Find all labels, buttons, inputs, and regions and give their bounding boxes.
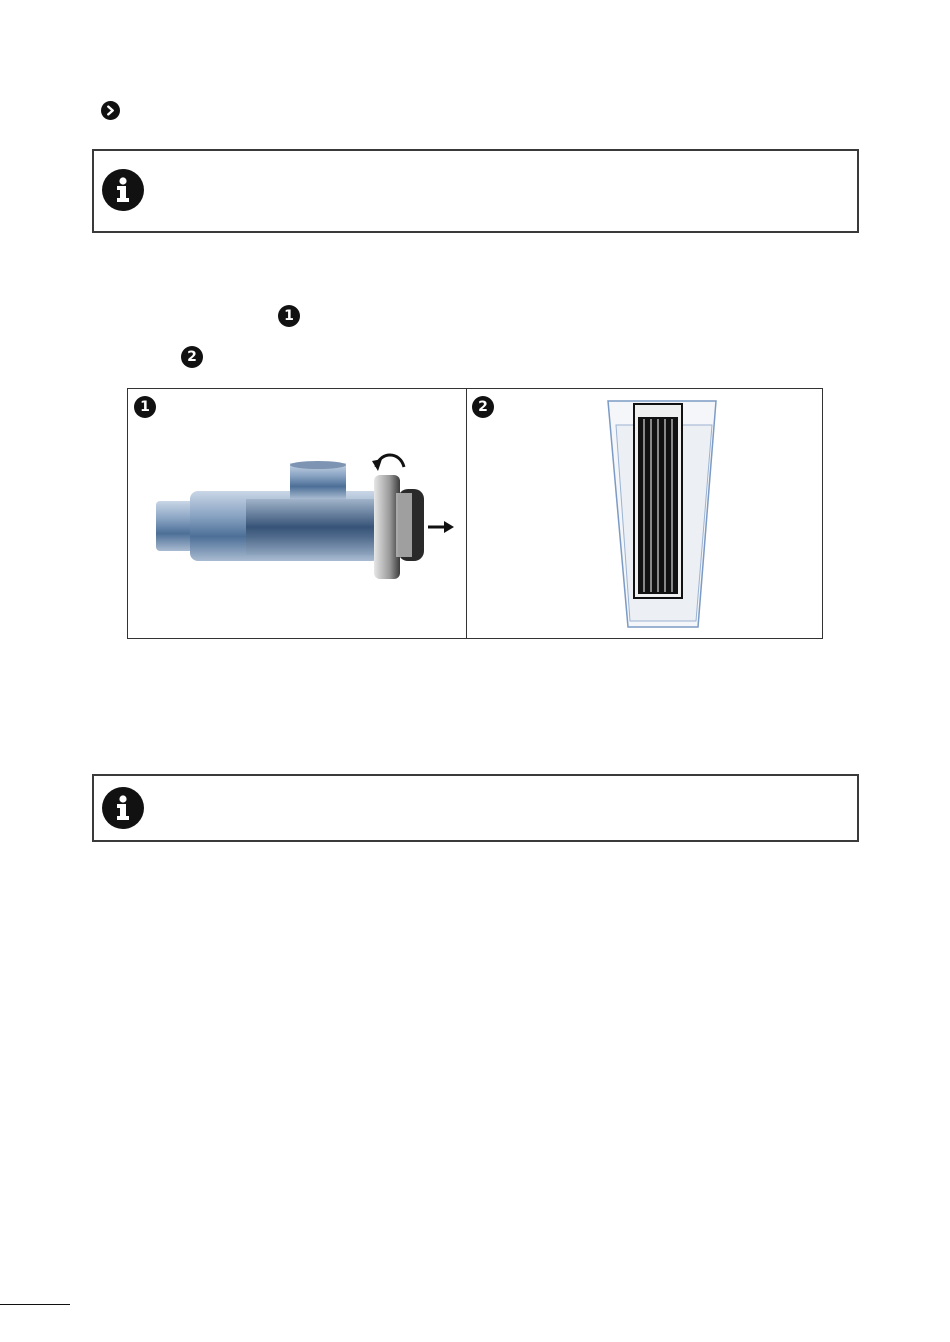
figure (127, 388, 823, 639)
cell-housing-illustration (128, 389, 466, 639)
info-box (92, 774, 859, 842)
figure-panel-1 (128, 389, 467, 638)
info-icon (102, 169, 144, 211)
footer-rule (0, 1304, 70, 1305)
ref-badge-2: 2 (181, 346, 203, 368)
info-box (92, 149, 859, 233)
info-icon (102, 787, 144, 829)
figure-panel-2 (466, 389, 822, 638)
electrode-cleaning-illustration (466, 389, 822, 639)
panel-badge-1: 1 (134, 396, 156, 418)
panel-badge-2: 2 (472, 396, 494, 418)
ref-badge-1: 1 (278, 305, 300, 327)
chevron-right-icon (101, 101, 120, 120)
